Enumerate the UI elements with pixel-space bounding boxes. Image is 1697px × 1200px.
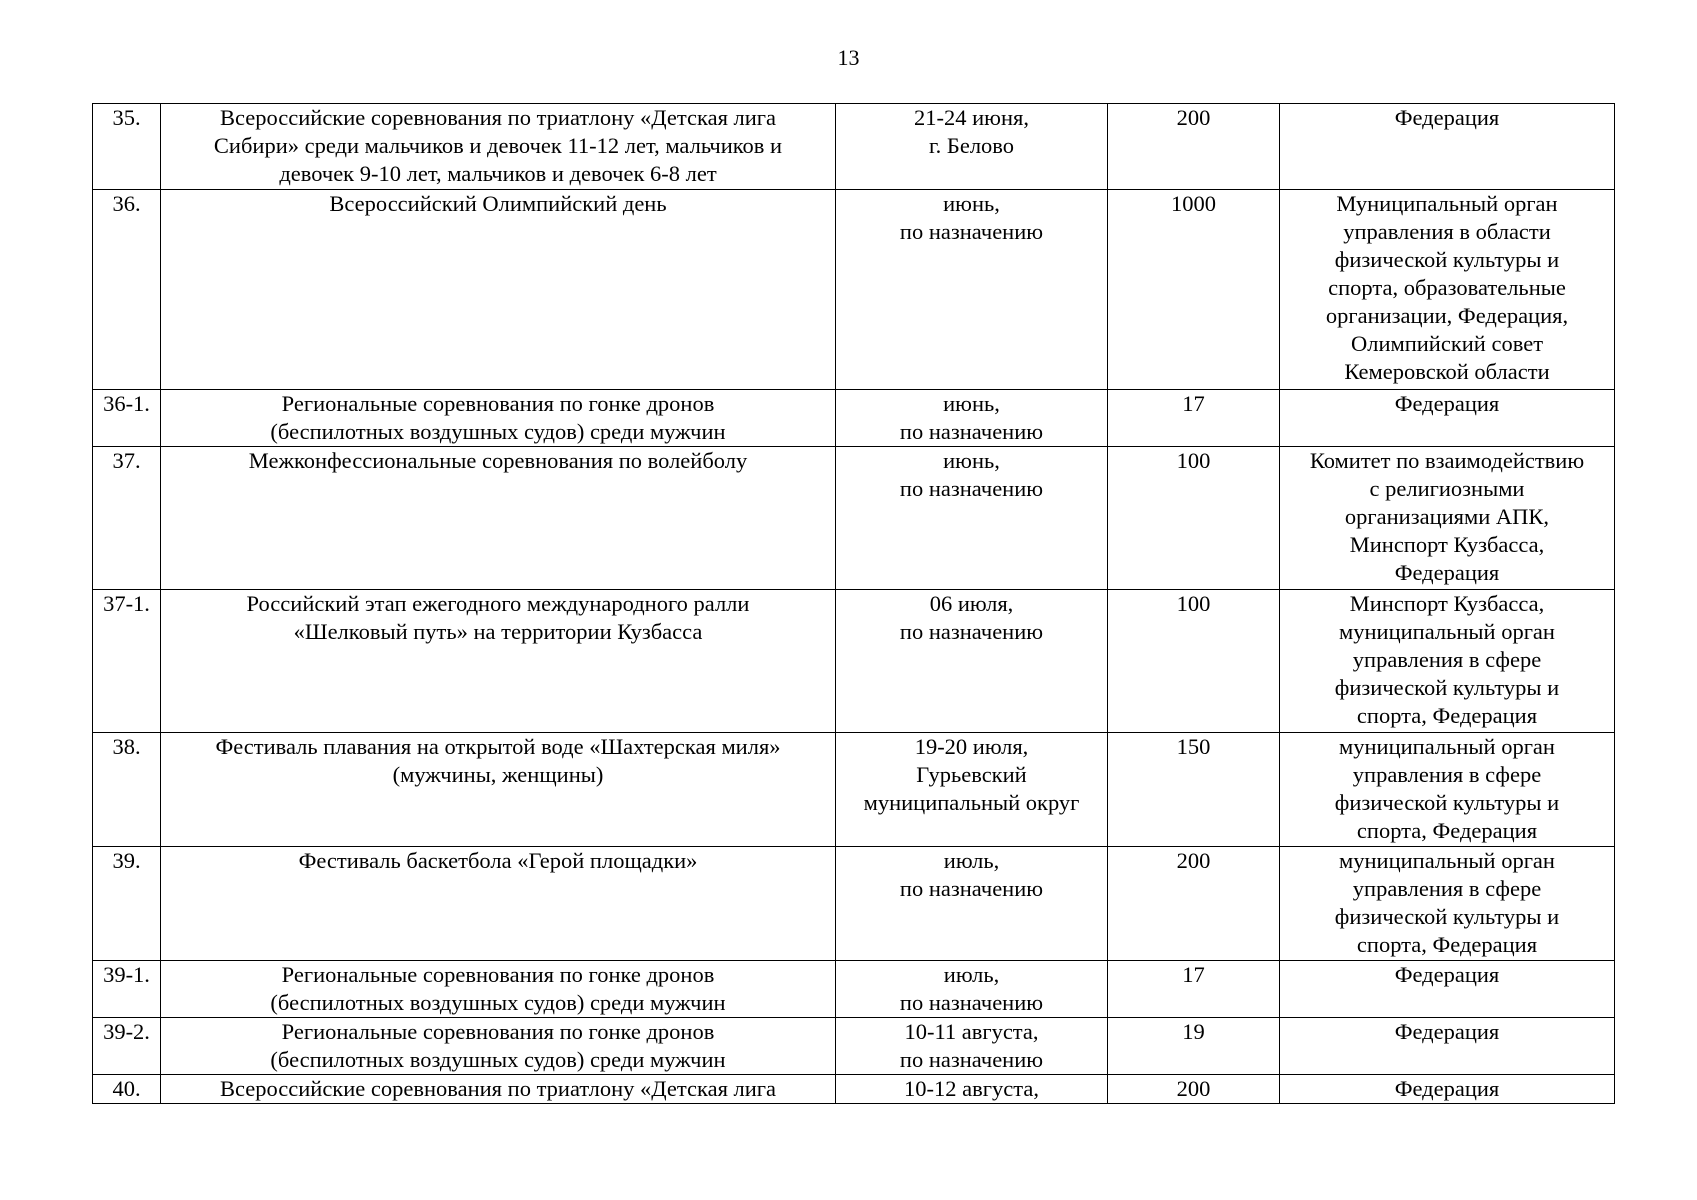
table-row <box>93 104 1615 190</box>
table-row <box>93 847 1615 961</box>
participants-count: 200 <box>1108 104 1280 190</box>
participants-count: 100 <box>1108 590 1280 733</box>
table-row <box>93 733 1615 847</box>
event-name: Межконфессиональные соревнования по волейболу <box>161 447 836 590</box>
events-table <box>92 103 1615 1104</box>
row-number: 36-1. <box>93 390 161 447</box>
event-date-place: 19-20 июля, Гурьевский муниципальный округ <box>836 733 1108 847</box>
event-organizer: Минспорт Кузбасса, муниципальный орган управления в сфере физической культуры и спорта, Федерация <box>1280 590 1615 733</box>
event-organizer: Муниципальный орган управления в области физической культуры и спорта, образовательные организации, Федерация, Олимпийский совет Кемеровской области <box>1280 190 1615 390</box>
row-number: 37. <box>93 447 161 590</box>
event-date-place: 06 июля, по назначению <box>836 590 1108 733</box>
event-name: Всероссийские соревнования по триатлону «Детская лига <box>161 1075 836 1104</box>
row-number: 39-2. <box>93 1018 161 1075</box>
event-date-place: июнь, по назначению <box>836 190 1108 390</box>
event-date-place: июль, по назначению <box>836 961 1108 1018</box>
event-name: Российский этап ежегодного международного ралли «Шелковый путь» на территории Кузбасса <box>161 590 836 733</box>
participants-count: 19 <box>1108 1018 1280 1075</box>
participants-count: 200 <box>1108 1075 1280 1104</box>
event-name: Всероссийский Олимпийский день <box>161 190 836 390</box>
event-organizer: муниципальный орган управления в сфере физической культуры и спорта, Федерация <box>1280 847 1615 961</box>
row-number: 39. <box>93 847 161 961</box>
table-row <box>93 190 1615 390</box>
event-name: Фестиваль баскетбола «Герой площадки» <box>161 847 836 961</box>
row-number: 37-1. <box>93 590 161 733</box>
page-number: 13 <box>837 45 860 70</box>
participants-count: 200 <box>1108 847 1280 961</box>
row-number: 36. <box>93 190 161 390</box>
table-row <box>93 390 1615 447</box>
row-number: 39-1. <box>93 961 161 1018</box>
event-name: Региональные соревнования по гонке дронов (беспилотных воздушных судов) среди мужчин <box>161 961 836 1018</box>
event-organizer: Федерация <box>1280 1075 1615 1104</box>
event-date-place: 21-24 июня, г. Белово <box>836 104 1108 190</box>
event-name: Фестиваль плавания на открытой воде «Шахтерская миля» (мужчины, женщины) <box>161 733 836 847</box>
table-row <box>93 1075 1615 1104</box>
event-organizer: Комитет по взаимодействию с религиозными организациями АПК, Минспорт Кузбасса, Федерация <box>1280 447 1615 590</box>
event-date-place: июнь, по назначению <box>836 447 1108 590</box>
row-number: 40. <box>93 1075 161 1104</box>
participants-count: 17 <box>1108 390 1280 447</box>
event-organizer: муниципальный орган управления в сфере физической культуры и спорта, Федерация <box>1280 733 1615 847</box>
table-row <box>93 590 1615 733</box>
event-organizer: Федерация <box>1280 1018 1615 1075</box>
participants-count: 1000 <box>1108 190 1280 390</box>
event-organizer: Федерация <box>1280 390 1615 447</box>
event-date-place: 10-11 августа, по назначению <box>836 1018 1108 1075</box>
participants-count: 150 <box>1108 733 1280 847</box>
event-date-place: июль, по назначению <box>836 847 1108 961</box>
table-row <box>93 961 1615 1018</box>
event-date-place: 10-12 августа, <box>836 1075 1108 1104</box>
event-name: Всероссийские соревнования по триатлону «Детская лига Сибири» среди мальчиков и девочек 11-12 лет, мальчиков и девочек 9-10 лет, мальчиков и девочек 6-8 лет <box>161 104 836 190</box>
event-date-place: июнь, по назначению <box>836 390 1108 447</box>
event-organizer: Федерация <box>1280 104 1615 190</box>
table-row <box>93 447 1615 590</box>
row-number: 35. <box>93 104 161 190</box>
participants-count: 100 <box>1108 447 1280 590</box>
event-name: Региональные соревнования по гонке дронов (беспилотных воздушных судов) среди мужчин <box>161 1018 836 1075</box>
row-number: 38. <box>93 733 161 847</box>
event-organizer: Федерация <box>1280 961 1615 1018</box>
table-row <box>93 1018 1615 1075</box>
participants-count: 17 <box>1108 961 1280 1018</box>
event-name: Региональные соревнования по гонке дронов (беспилотных воздушных судов) среди мужчин <box>161 390 836 447</box>
